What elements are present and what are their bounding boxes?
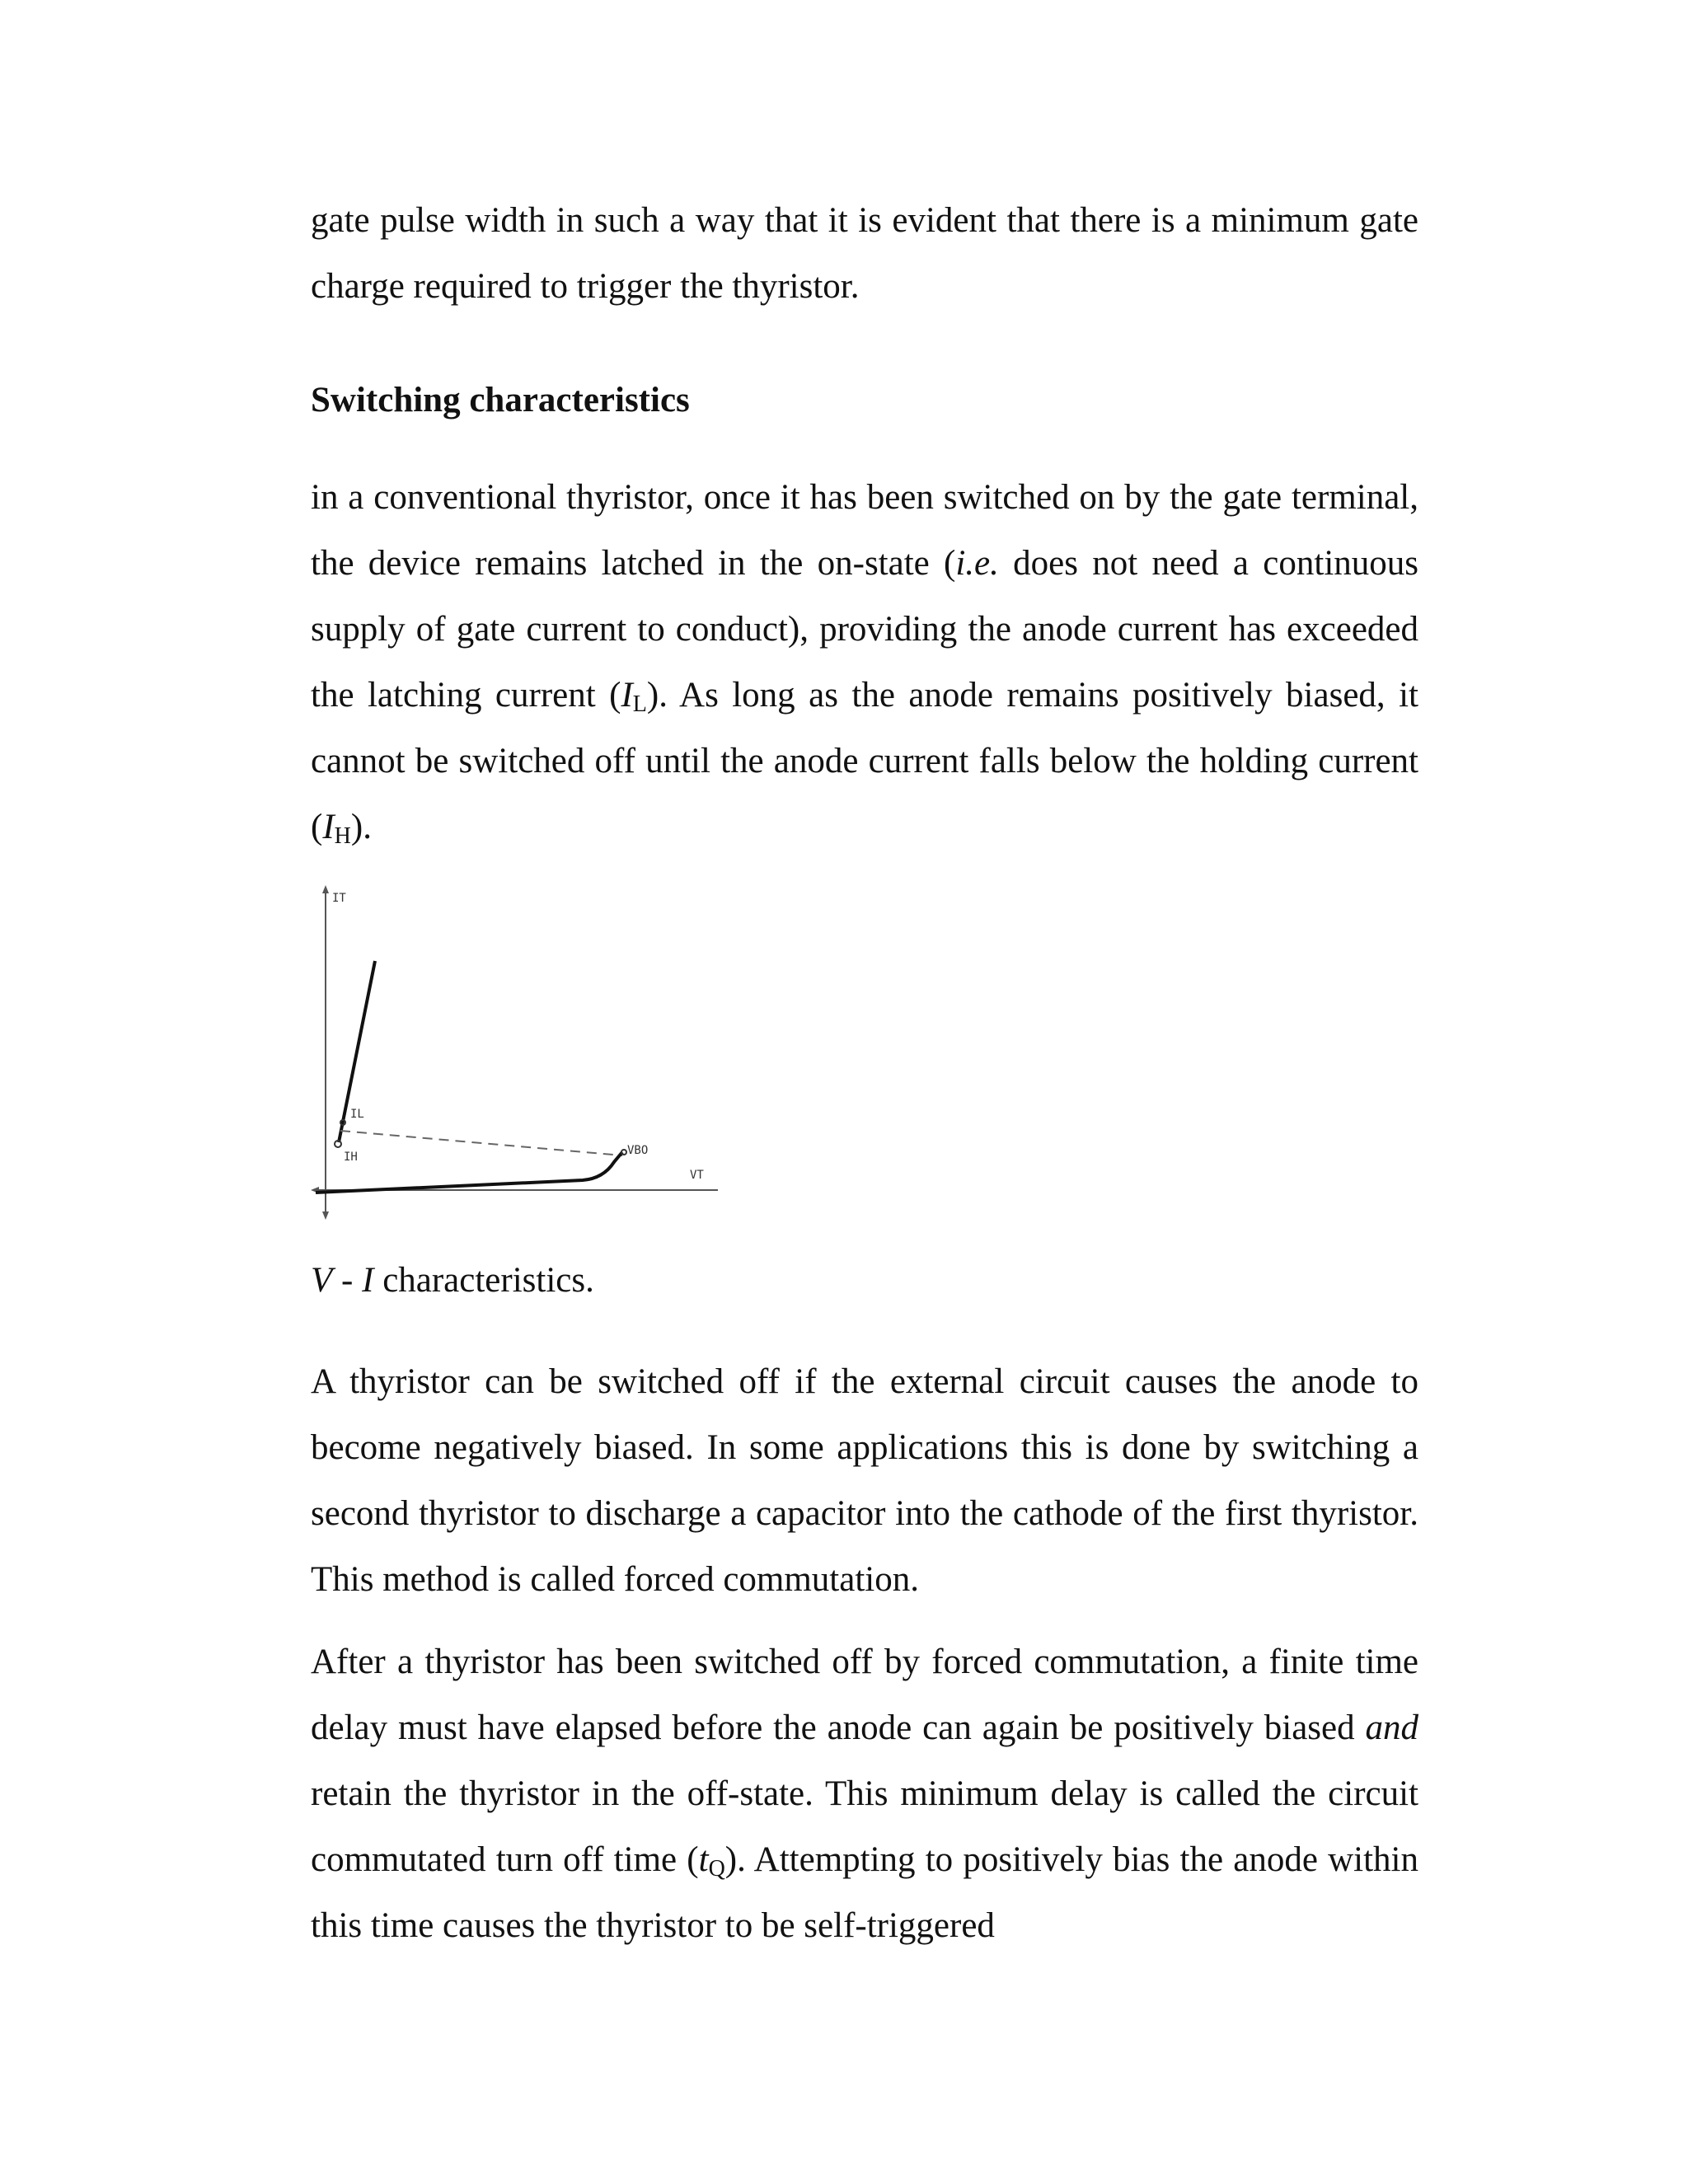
- paragraph-forced-commutation: [311, 1349, 1418, 1613]
- paragraph-text: retain the thyristor in the off-state. This minimum delay is called the circuit commutated turn off time (: [311, 1774, 1418, 1879]
- italic-and: and: [1365, 1708, 1418, 1747]
- paragraph-text: ).: [350, 808, 372, 846]
- label-vt: VT: [690, 1169, 704, 1182]
- y-axis-arrow-bottom: [322, 1212, 329, 1220]
- caption-text: characteristics.: [373, 1261, 594, 1300]
- label-vbo: VBO: [627, 1144, 649, 1157]
- vi-curve-svg: [311, 883, 723, 1230]
- dashed-return-line: [340, 1131, 622, 1155]
- italic-ie: i.e.: [955, 544, 999, 583]
- symbol-il: [621, 676, 632, 715]
- paragraph-text: A thyristor can be switched off if the external circuit causes the anode to become negatively biased. In some applications this is done by switching a second thyristor to discharge a capacitor into the cathode of the first thyristor. This method is called forced commutation.: [311, 1362, 1418, 1599]
- label-it: IT: [332, 892, 346, 905]
- paragraph-turn-off-time: [311, 1629, 1418, 1959]
- symbol-letter: I: [621, 676, 633, 715]
- paragraph-text: ). Attempting to positively bias the anode within this time causes the thyristor to be self-triggered: [311, 1840, 1418, 1945]
- subscript-q: Q: [708, 1856, 725, 1882]
- paragraph-text: in a conventional thyristor, once it has been switched on by the gate terminal, the device remains latched in the on-state (: [311, 478, 1418, 583]
- y-axis-arrow: [322, 885, 329, 893]
- label-ih: IH: [344, 1151, 358, 1164]
- caption-i: I: [362, 1261, 374, 1300]
- symbol-letter: I: [322, 808, 335, 846]
- paragraph-latching: [311, 465, 1418, 860]
- symbol-ih: [322, 808, 334, 846]
- vi-characteristics-figure: [311, 883, 723, 1230]
- paragraph-text: gate pulse width in such a way that it is evident that there is a minimum gate charge required to trigger the thyristor.: [311, 201, 1418, 306]
- subscript-l: L: [632, 691, 647, 717]
- forward-blocking-curve: [316, 1152, 622, 1193]
- subscript-h: H: [334, 823, 351, 849]
- paragraph-text: ). As long as the anode remains positively biased, it cannot be switched off until the anode current falls below the holding current (: [311, 676, 1418, 846]
- paragraph-text: does not need a continuous supply of gate current to conduct), providing the anode current has exceeded the latching current (: [311, 544, 1418, 715]
- symbol-t: t: [698, 1840, 709, 1879]
- label-il: IL: [350, 1108, 364, 1121]
- caption-v: V: [311, 1261, 333, 1300]
- caption-dash: -: [332, 1261, 363, 1300]
- paragraph-text: After a thyristor has been switched off by forced commutation, a finite time delay must have elapsed before the anode can again be positively biased: [311, 1643, 1418, 1747]
- breakover-point: [621, 1150, 626, 1155]
- figure-caption: [311, 1248, 1418, 1314]
- paragraph-gate-charge: [311, 188, 1418, 320]
- section-heading: Switching characteristics: [311, 381, 690, 419]
- document-page: [311, 188, 1418, 1959]
